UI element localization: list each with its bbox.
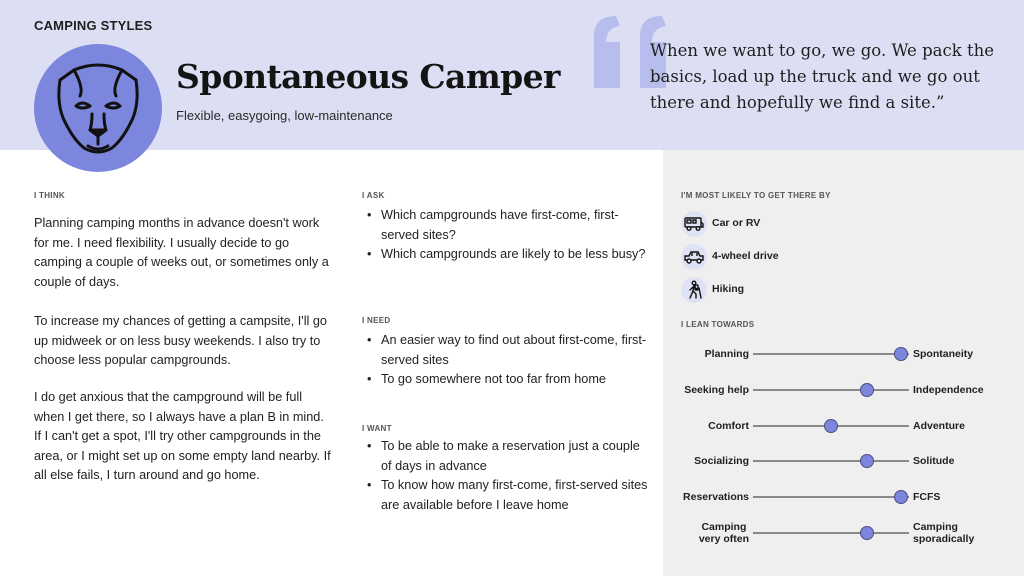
transport-item-label: Hiking [712,283,745,295]
lean-track [753,496,909,498]
lean-row [663,482,1024,512]
lean-slider-knob [860,454,874,468]
lean-right-label: Independence [913,384,984,396]
think-label: I THINK [34,191,65,200]
lean-track [753,532,909,534]
lean-slider-knob [860,526,874,540]
lean-right-label: Solitude [913,455,955,467]
lean-left-label: Socializing [694,455,749,467]
lean-track [753,353,909,355]
need-label: I NEED [362,316,391,325]
lean-left-label: Comfort [708,420,749,432]
lean-left-label: Planning [704,348,749,360]
lean-track [753,389,909,391]
list-item: • To go somewhere not too far from home [366,370,650,390]
ask-label: I ASK [362,191,385,200]
lean-left-label: Camping very often [698,521,749,545]
want-label: I WANT [362,424,392,433]
think-paragraph-2: To increase my chances of getting a campsite, I'll go up midweek or on less busy weekends. I also try to choose less popular campgrounds. [34,314,327,367]
think-paragraph-1: Planning camping months in advance doesn't work for me. I need flexibility. I usually decide to go camping a couple of weeks out, or sometimes only a couple of days. [34,216,329,289]
transport-label: I'M MOST LIKELY TO GET THERE BY [681,191,831,200]
rv-icon [681,211,707,237]
lean-slider-knob [824,419,838,433]
category-label: CAMPING STYLES [34,18,153,33]
lean-row [663,446,1024,476]
lean-row [663,411,1024,441]
lean-left-label: Reservations [683,491,749,503]
list-item: • Which campgrounds are likely to be less busy? [366,245,650,265]
lean-label: I LEAN TOWARDS [681,320,755,329]
lean-row [663,375,1024,405]
truck-icon [681,244,707,270]
lean-row [663,518,1024,548]
transport-item-label: 4-wheel drive [712,250,779,262]
lean-slider-knob [894,490,908,504]
list-item: • Which campgrounds have first-come, first-served sites? [366,206,650,245]
list-item: • An easier way to find out about first-come, first-served sites [366,331,650,370]
lean-right-label: Spontaneity [913,348,974,360]
lean-slider-knob [894,347,908,361]
think-paragraph-3: I do get anxious that the campground will be full when I get there, so I always have a plan B in mind. If I can't get a spot, I'll try other campgrounds in the area, or I might set up on some empty land nearby. If all else fails, I turn around and go home. [34,390,331,482]
persona-quote: When we want to go, we go. We pack the basics, load up the truck and we go out there and hopefully we find a site.” [650,41,994,112]
transport-item-label: Car or RV [712,217,761,229]
lean-right-label: Adventure [913,420,965,432]
lean-right-label: FCFS [913,491,941,503]
lean-track [753,460,909,462]
ask-list [366,206,650,265]
lean-right-label: Camping sporadically [913,521,975,545]
persona-subtitle: Flexible, easygoing, low-maintenance [176,108,393,123]
list-item: • To be able to make a reservation just a couple of days in advance [366,437,650,476]
persona-title: Spontaneous Camper [176,57,560,96]
lean-slider-knob [860,383,874,397]
lean-row [663,339,1024,369]
lean-left-label: Seeking help [684,384,749,396]
want-list [366,437,650,515]
list-item: • To know how many first-come, first-served sites are available before I leave home [366,476,650,515]
cougar-icon [34,44,162,172]
need-list [366,331,650,390]
cougar-avatar [34,44,162,172]
hiker-icon [681,277,707,303]
